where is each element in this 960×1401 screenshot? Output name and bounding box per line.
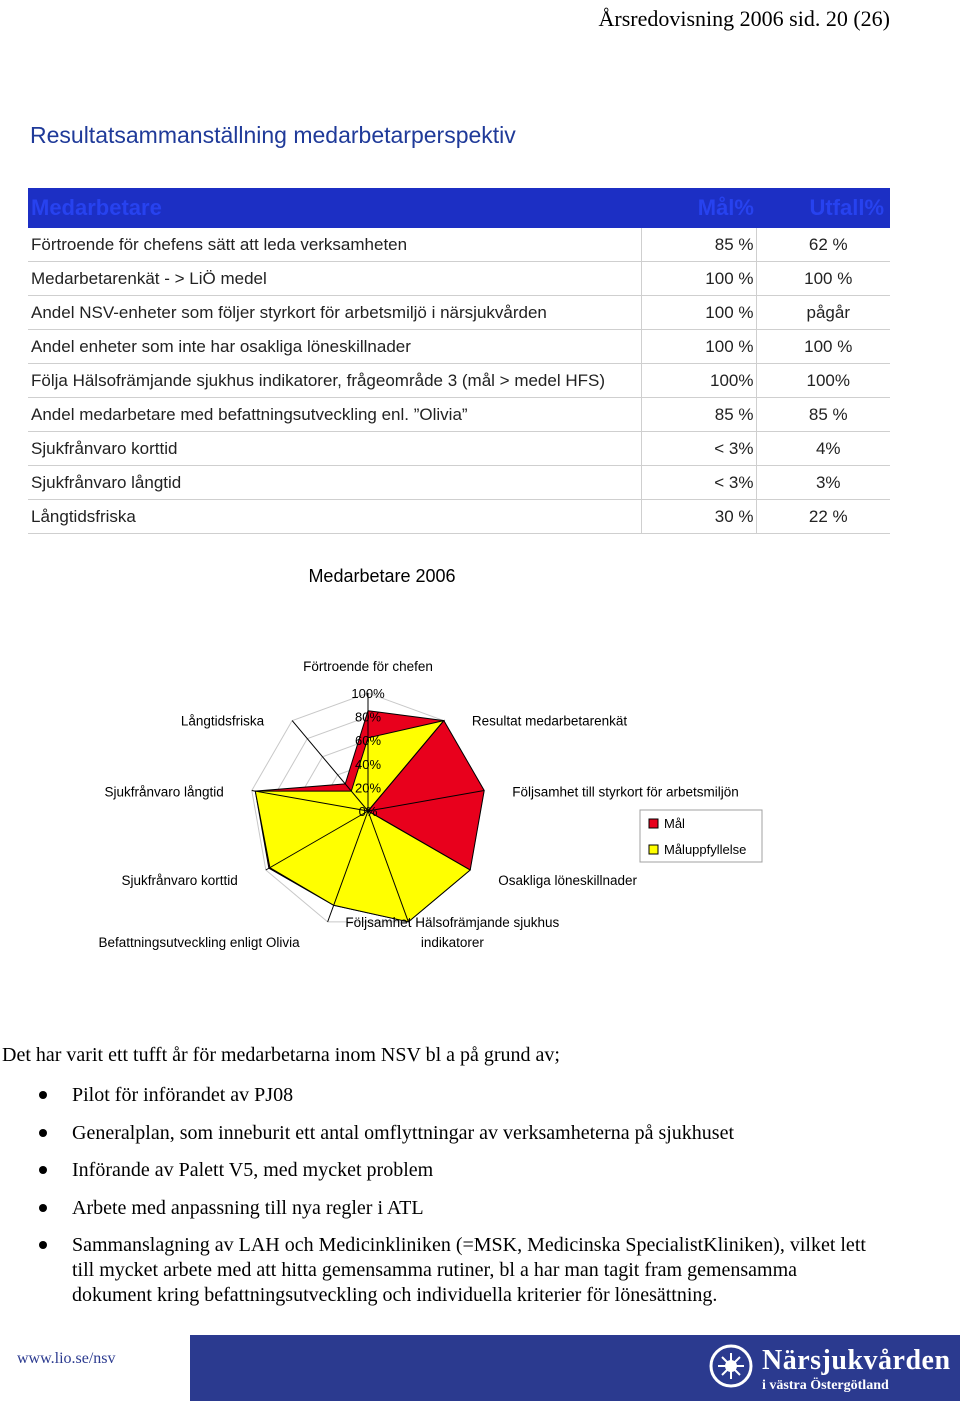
row-goal: 100 % — [641, 330, 756, 364]
radar-chart — [0, 560, 960, 960]
row-outcome: 100 % — [756, 262, 890, 296]
footer-url[interactable]: www.lio.se/nsv — [17, 1350, 116, 1367]
table-row — [28, 500, 890, 534]
row-label: Sjukfrånvaro långtid — [28, 466, 641, 500]
logo-name: Närsjukvården — [762, 1345, 951, 1376]
page-header: Årsredovisning 2006 sid. 20 (26) — [598, 6, 890, 31]
header-medarbetare: Medarbetare — [28, 188, 511, 228]
table-row — [28, 398, 890, 432]
row-outcome: 4% — [756, 432, 890, 466]
table-row — [28, 262, 890, 296]
intro-text: Det har varit ett tufft år för medarbetarna inom NSV bl a på grund av; — [2, 1044, 560, 1066]
row-goal: 30 % — [641, 500, 756, 534]
row-goal: < 3% — [641, 432, 756, 466]
row-outcome: 100% — [756, 364, 890, 398]
row-label: Följa Hälsofrämjande sjukhus indikatorer, frågeområde 3 (mål > medel HFS) — [28, 364, 641, 398]
category-label: Befattningsutveckling enligt Olivia — [98, 934, 300, 950]
bullet-list — [2, 1083, 882, 1308]
tick-label: 40% — [354, 756, 382, 772]
list-item: Generalplan, som inneburit ett antal omflyttningar av verksamheterna på sjukhuset — [2, 1121, 882, 1146]
table-row — [28, 432, 890, 466]
body-text — [2, 1043, 882, 1321]
table-row — [28, 228, 890, 262]
table-row — [28, 330, 890, 364]
row-outcome: 22 % — [756, 500, 890, 534]
list-item: Pilot för införandet av PJ08 — [2, 1083, 882, 1108]
list-item: Införande av Palett V5, med mycket problem — [2, 1158, 882, 1183]
category-label: Resultat medarbetarenkät — [471, 713, 628, 729]
row-outcome: 100 % — [756, 330, 890, 364]
row-outcome: pågår — [756, 296, 890, 330]
category-label: Följsamhet till styrkort för arbetsmiljön — [512, 784, 739, 800]
category-label: Följsamhet Hälsofrämjande sjukhus — [345, 914, 560, 930]
row-outcome: 3% — [756, 466, 890, 500]
row-goal: 100% — [641, 364, 756, 398]
tick-label: 20% — [354, 780, 382, 796]
category-label: Sjukfrånvaro korttid — [121, 873, 238, 888]
row-label: Andel NSV-enheter som följer styrkort för arbetsmiljö i närsjukvården — [28, 296, 641, 330]
row-label: Förtroende för chefens sätt att leda verksamheten — [28, 228, 641, 262]
header-goal: Mål% — [641, 188, 756, 228]
table-header-row — [28, 188, 890, 228]
row-goal: < 3% — [641, 466, 756, 500]
page-title: Resultatsammanställning medarbetarperspektiv — [30, 122, 516, 148]
list-item: Sammanslagning av LAH och Medicinkliniken (=MSK, Medicinska SpecialistKliniken), vilket lett till mycket arbete med att hitta gemensamma rutiner, bl a har man tagit fram gemensamma dokument kring befattningsutveckling och individuella kriterier för lönesättning. — [2, 1233, 882, 1308]
category-label: Långtidsfriska — [180, 713, 265, 729]
row-label: Medarbetarenkät - > LiÖ medel — [28, 262, 641, 296]
logo-emblem-icon — [708, 1340, 754, 1392]
legend-swatch — [649, 845, 658, 854]
tick-label: 80% — [354, 709, 382, 725]
row-outcome: 62 % — [756, 228, 890, 262]
tick-label: 0% — [358, 804, 378, 819]
kpi-table — [28, 188, 890, 534]
row-goal: 85 % — [641, 398, 756, 432]
legend-label: Mål — [664, 816, 685, 831]
legend-swatch — [649, 819, 658, 828]
table-row — [28, 466, 890, 500]
logo-subtitle: i västra Östergötland — [762, 1378, 889, 1393]
row-outcome: 85 % — [756, 398, 890, 432]
category-label: Sjukfrånvaro långtid — [104, 784, 224, 800]
tick-label: 100% — [351, 686, 385, 701]
row-label: Långtidsfriska — [28, 500, 641, 534]
row-label: Andel enheter som inte har osakliga löneskillnader — [28, 330, 641, 364]
category-label: indikatorer — [420, 934, 484, 950]
row-label: Sjukfrånvaro korttid — [28, 432, 641, 466]
chart-title: Medarbetare 2006 — [308, 566, 456, 586]
row-label: Andel medarbetare med befattningsutveckling enl. ”Olivia” — [28, 398, 641, 432]
row-goal: 100 % — [641, 262, 756, 296]
table-row — [28, 364, 890, 398]
table-row — [28, 296, 890, 330]
category-label: Förtroende för chefen — [303, 659, 433, 674]
list-item: Arbete med anpassning till nya regler i ATL — [2, 1196, 882, 1221]
header-outcome: Utfall% — [756, 188, 890, 228]
row-goal: 85 % — [641, 228, 756, 262]
row-goal: 100 % — [641, 296, 756, 330]
category-label: Osakliga löneskillnader — [498, 873, 638, 888]
legend-label: Måluppfyllelse — [664, 842, 747, 857]
tick-label: 60% — [354, 733, 382, 749]
